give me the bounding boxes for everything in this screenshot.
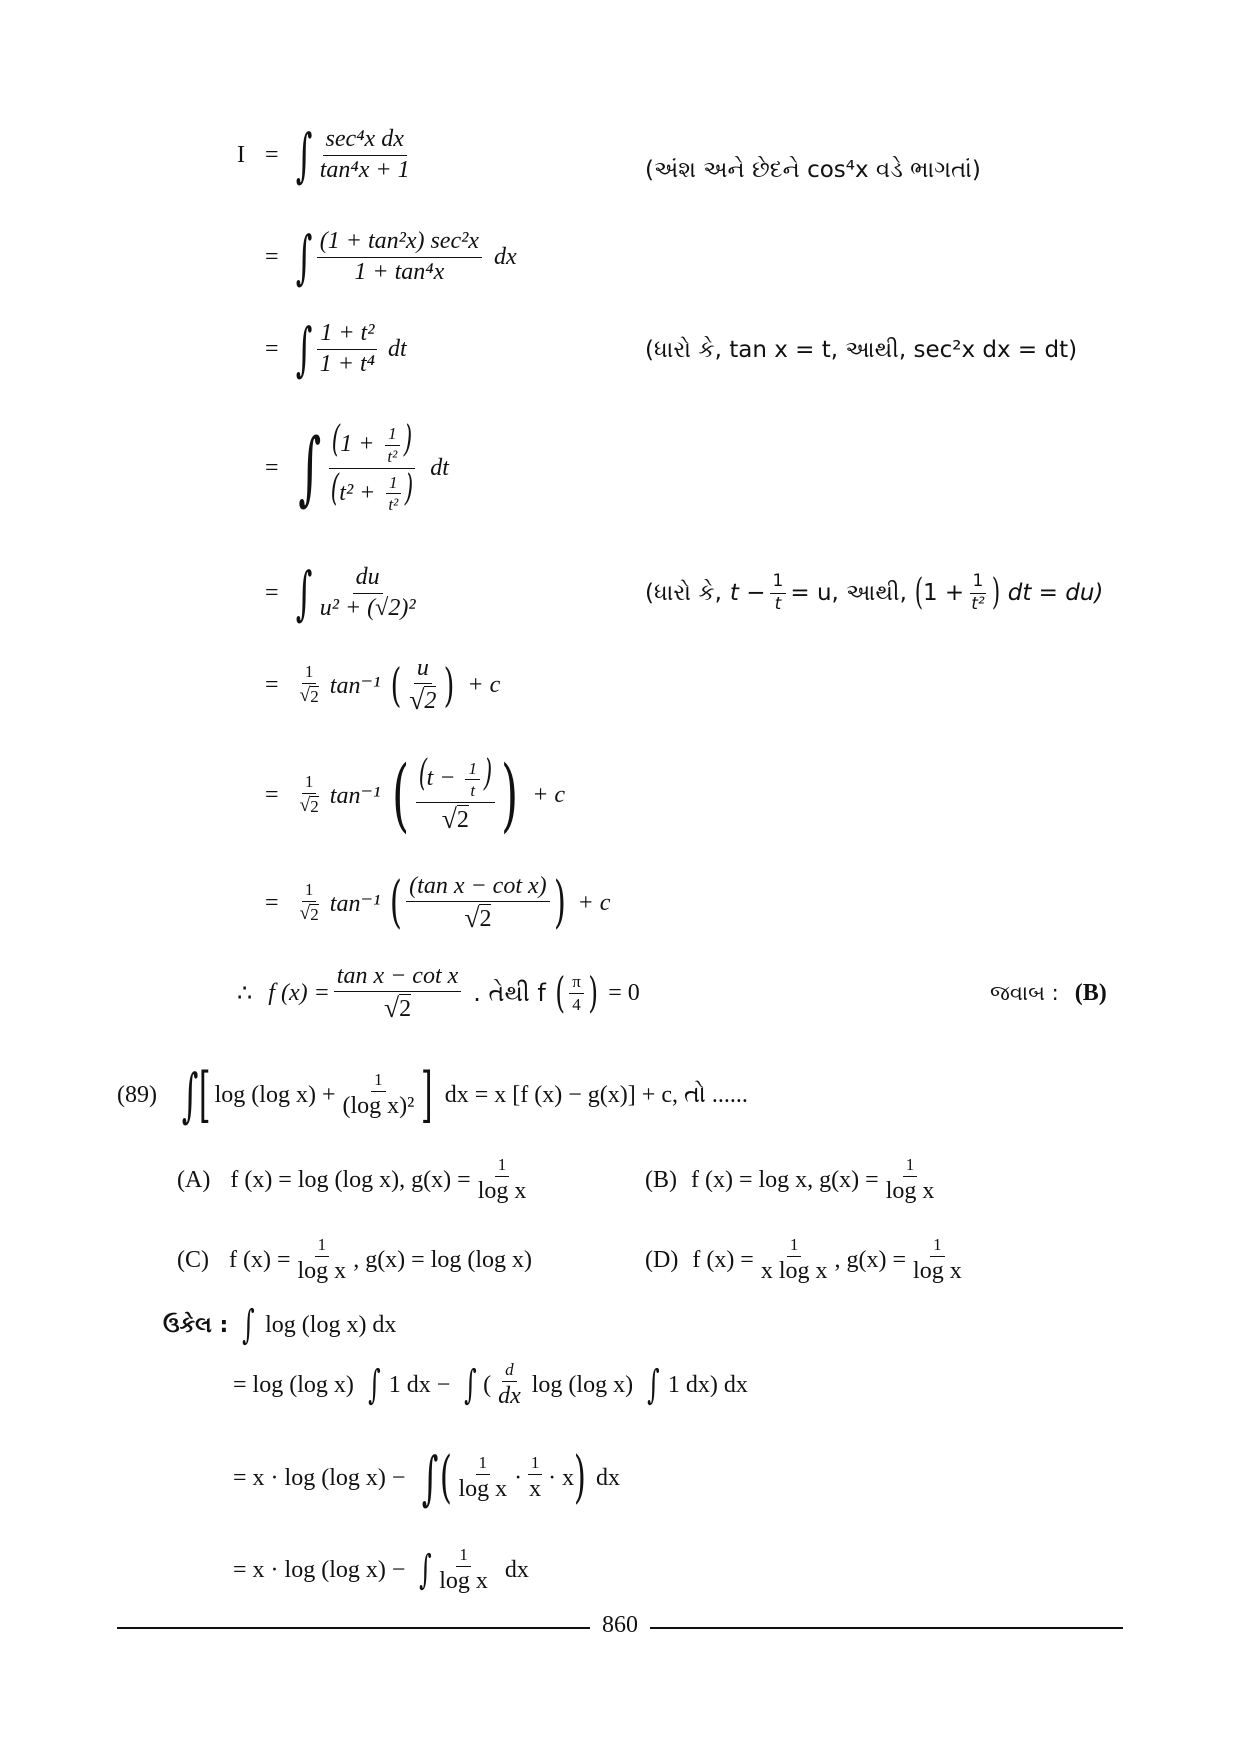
- sqrt: √ 2: [383, 991, 412, 1023]
- term: t −: [426, 765, 456, 792]
- fraction: [455, 1454, 510, 1502]
- constant: + c: [532, 781, 566, 808]
- equals-sign: =: [265, 454, 279, 481]
- option-text: f (x) =: [229, 1246, 291, 1273]
- fraction: [526, 1454, 544, 1502]
- fraction: [317, 127, 413, 182]
- solution-text: = x · log (log x) −: [233, 1464, 406, 1491]
- differential: dt: [387, 335, 407, 362]
- radicand: 2: [424, 687, 437, 714]
- denominator: log x: [458, 1475, 508, 1502]
- fraction: [334, 964, 462, 1023]
- step-2: [265, 222, 517, 292]
- integral-sign: ∫: [295, 315, 312, 383]
- small-fraction: [770, 570, 787, 614]
- fraction: [295, 1236, 350, 1284]
- function-name: tan⁻¹: [329, 782, 381, 809]
- step-5-note: (ધારો કે, t − $\frac{1}{t}$ = u, આથી, ( 1 + $\frac{1}{\text{t²}}$ ) dt = du): [645, 570, 1104, 614]
- equals-sign: =: [265, 671, 279, 698]
- denominator: x log x: [760, 1257, 828, 1284]
- numerator: (1 + tan²x) sec²x: [317, 229, 482, 257]
- sqrt: √ 2: [299, 685, 319, 707]
- note-text: t −: [729, 580, 766, 606]
- function-label: f (x) =: [268, 979, 330, 1006]
- integral-sign: ∫: [464, 1362, 477, 1408]
- numerator: (t − $\frac{1}{t}$ ): [416, 756, 495, 803]
- fraction: [910, 1236, 965, 1284]
- small-fraction: [968, 570, 987, 614]
- constant: + c: [467, 671, 501, 698]
- den-term: t² +: [339, 479, 376, 506]
- fraction: [317, 565, 419, 620]
- solution-header: [163, 1300, 396, 1350]
- denominator: t: [774, 593, 782, 614]
- therefore-symbol: ∴: [237, 980, 253, 1007]
- page-number: 860: [602, 1612, 638, 1638]
- integral-sign: ∫: [297, 421, 321, 514]
- numerator: tan x − cot x: [334, 964, 462, 992]
- step-4: [265, 418, 449, 518]
- numerator: 1: [302, 881, 317, 902]
- sqrt: √ 2: [464, 901, 492, 933]
- numerator: 1: [528, 1454, 543, 1475]
- answer-value: (B): [1074, 980, 1107, 1006]
- small-fraction: [465, 760, 480, 801]
- equals-sign: =: [265, 781, 279, 808]
- numerator: 1: [302, 773, 317, 794]
- solution-text: log (log x): [531, 1371, 634, 1398]
- note-text: = u, આથી,: [790, 580, 907, 606]
- solution-text: (: [483, 1371, 492, 1398]
- fraction: [406, 874, 549, 933]
- numerator: du: [353, 565, 383, 593]
- fraction: [297, 773, 322, 817]
- fraction: [406, 656, 439, 715]
- question-number: (89): [117, 1081, 157, 1108]
- solution-label: ઉકેલ :: [163, 1312, 229, 1338]
- differential: dx: [504, 1556, 529, 1583]
- numerator: π: [569, 973, 584, 994]
- radicand: 2: [479, 905, 492, 932]
- fraction: [339, 1071, 417, 1119]
- option-label: (A): [177, 1166, 211, 1193]
- constant: + c: [577, 889, 611, 916]
- denominator: t²: [971, 593, 985, 614]
- radicand: 2: [310, 797, 319, 817]
- numerator: (tan x − cot x): [406, 874, 549, 902]
- integral-sign: ∫: [368, 1362, 381, 1408]
- differential: dx: [493, 243, 517, 270]
- conclusion: ∴ f (x) = tan x − cot x √ 2 . તેથી f ( $\frac{\pi}{4}$ ) = 0: [237, 962, 640, 1023]
- fraction: [883, 1156, 938, 1204]
- equals-sign: =: [265, 335, 279, 362]
- denominator: t: [470, 781, 476, 801]
- fraction: [495, 1361, 524, 1409]
- step-8: = 1 √ 2 tan⁻¹ ( (tan x − cot x) √ 2 ) + c: [265, 870, 611, 935]
- fraction: [297, 663, 322, 707]
- option-text: f (x) = log (log x), g(x) =: [230, 1166, 471, 1193]
- integral-sign: ∫: [419, 1547, 433, 1593]
- integral-sign: ∫: [295, 559, 312, 627]
- note-text: dt = du): [1007, 580, 1104, 606]
- denominator: x: [529, 1475, 542, 1502]
- numerator: 1: [385, 425, 400, 446]
- step-3: [265, 314, 407, 384]
- numerator: 1: [386, 474, 401, 495]
- numerator: (1 + $\frac{1}{\text{t²}}$ ): [329, 422, 415, 469]
- numerator: 1 + t²: [317, 321, 377, 349]
- solution-step-3: [233, 1540, 529, 1600]
- fraction: [569, 973, 584, 1014]
- radicand: 2: [310, 905, 319, 925]
- footer-rule-left: [117, 1627, 590, 1629]
- fraction: [328, 418, 416, 515]
- numerator: 1: [903, 1156, 918, 1177]
- step-7: = 1 √ 2 tan⁻¹ ( (t − $\frac{1}{t}$ ) √ 2 ) + c: [265, 748, 566, 841]
- numerator: 1: [302, 663, 317, 684]
- integral-label: I: [237, 141, 245, 168]
- fraction: [436, 1546, 491, 1594]
- denominator: 1 + t⁴: [319, 350, 375, 377]
- denominator: dx: [498, 1382, 521, 1409]
- numerator: 1: [465, 760, 480, 781]
- fraction: [317, 321, 378, 376]
- dot: ·: [514, 1464, 523, 1491]
- conclusion-text: . તેથી f: [473, 979, 546, 1007]
- integral-sign: ∫: [242, 1302, 255, 1348]
- fraction: [416, 753, 495, 835]
- radicand: 2: [399, 995, 412, 1022]
- numerator: 1: [495, 1156, 510, 1177]
- radicand: 2: [310, 687, 319, 707]
- note-text: (ધારો કે,: [645, 580, 722, 606]
- denominator: t²: [388, 495, 399, 515]
- equals-sign: =: [265, 889, 279, 916]
- footer-rule-right: [650, 1627, 1123, 1629]
- equals-sign: =: [265, 141, 279, 168]
- step-3-note: (ધારો કે, tan x = t, આથી, sec²x dx = dt): [645, 337, 1078, 363]
- numerator: 1: [970, 573, 987, 594]
- option-b: [645, 1150, 941, 1210]
- integral-sign: ∫: [647, 1362, 660, 1408]
- integral-sign: ∫: [181, 1061, 199, 1129]
- fraction: [475, 1156, 530, 1204]
- option-text: f (x) =: [692, 1246, 754, 1273]
- solution-text: 1 dx) dx: [667, 1371, 748, 1398]
- question-89: (89) ∫ [ log (log x) + $\frac{1}{\text{(log x)²}}$ ] dx = x [f (x) − g(x)] + c, તો ......: [117, 1060, 748, 1130]
- answer-label: જવાબ :: [990, 981, 1059, 1005]
- sqrt: √ 2: [299, 903, 319, 925]
- sqrt: √ 2: [441, 803, 469, 835]
- option-text: , g(x) = log (log x): [353, 1246, 533, 1273]
- option-a: [177, 1150, 533, 1210]
- denominator: (t² + $\frac{1}{\text{t²}}$ ): [331, 467, 414, 515]
- option-label: (C): [177, 1246, 209, 1273]
- small-fraction: [385, 474, 401, 515]
- option-text: , g(x) =: [834, 1246, 907, 1273]
- numerator: 1: [930, 1236, 945, 1257]
- denominator: t²: [387, 446, 398, 466]
- option-label: (D): [645, 1246, 679, 1273]
- step-1: [237, 120, 417, 190]
- option-d: [645, 1230, 969, 1290]
- denominator: log x: [439, 1567, 488, 1594]
- option-label: (B): [645, 1166, 677, 1193]
- integral-sign: ∫: [422, 1444, 439, 1512]
- fraction: [758, 1236, 831, 1284]
- step-5: [265, 558, 423, 628]
- solution-text: 1 dx −: [388, 1371, 451, 1398]
- denominator: log x: [477, 1177, 527, 1204]
- conclusion-value: = 0: [608, 979, 640, 1006]
- fraction: [297, 881, 322, 925]
- denominator: tan⁴x + 1: [319, 156, 410, 183]
- equals-sign: =: [265, 579, 279, 606]
- fraction: [317, 229, 482, 284]
- option-text: f (x) = log x, g(x) =: [691, 1166, 879, 1193]
- solution-text: log (log x) dx: [265, 1311, 397, 1338]
- integrand-term: log (log x) +: [214, 1081, 336, 1108]
- step-6: = 1 √ 2 tan⁻¹ ( u √ 2 ) + c: [265, 654, 501, 715]
- solution-text: · x: [548, 1464, 575, 1491]
- denominator: u² + (√2)²: [319, 594, 416, 621]
- step-1-note: (અંશ અને છેદને cos⁴x વડે ભાગતાં): [645, 157, 981, 183]
- denominator: log x: [885, 1177, 935, 1204]
- sqrt: √ 2: [299, 795, 319, 817]
- function-name: tan⁻¹: [329, 672, 381, 699]
- numerator: 1: [770, 573, 787, 594]
- differential: dt: [430, 454, 449, 481]
- option-c: [177, 1230, 532, 1290]
- solution-step-1: [233, 1355, 748, 1415]
- solution-text: = log (log x): [233, 1371, 354, 1398]
- integral-sign: ∫: [295, 121, 312, 189]
- answer: [990, 980, 1107, 1007]
- function-name: tan⁻¹: [329, 890, 381, 917]
- integral-sign: ∫: [295, 223, 312, 291]
- solution-step-2: = x · log (log x) − ∫ ( $\frac{1}{\text{log x}}$ · $\frac{1}{x}$ · x ) dx: [233, 1444, 620, 1512]
- denominator: (log x)²: [342, 1092, 415, 1119]
- small-fraction: [384, 425, 400, 466]
- denominator: 1 + tan⁴x: [354, 258, 445, 285]
- denominator: log x: [297, 1257, 347, 1284]
- question-rhs: dx = x [f (x) − g(x)] + c, તો ......: [444, 1081, 748, 1108]
- differential: dx: [596, 1464, 620, 1491]
- sqrt: √ 2: [409, 683, 437, 715]
- num-term: 1 +: [340, 430, 375, 457]
- numerator: d: [502, 1361, 517, 1382]
- numerator: u: [414, 656, 432, 684]
- equals-sign: =: [265, 243, 279, 270]
- numerator: 1: [315, 1236, 330, 1257]
- note-text: 1 +: [922, 580, 965, 606]
- numerator: sec⁴x dx: [323, 127, 407, 155]
- solution-text: = x · log (log x) −: [233, 1556, 406, 1583]
- denominator: log x: [913, 1257, 962, 1284]
- numerator: 1: [787, 1236, 802, 1257]
- numerator: 1: [456, 1546, 471, 1567]
- numerator: 1: [371, 1071, 386, 1092]
- radicand: 2: [456, 807, 469, 834]
- denominator: 4: [572, 994, 581, 1014]
- numerator: 1: [476, 1454, 491, 1475]
